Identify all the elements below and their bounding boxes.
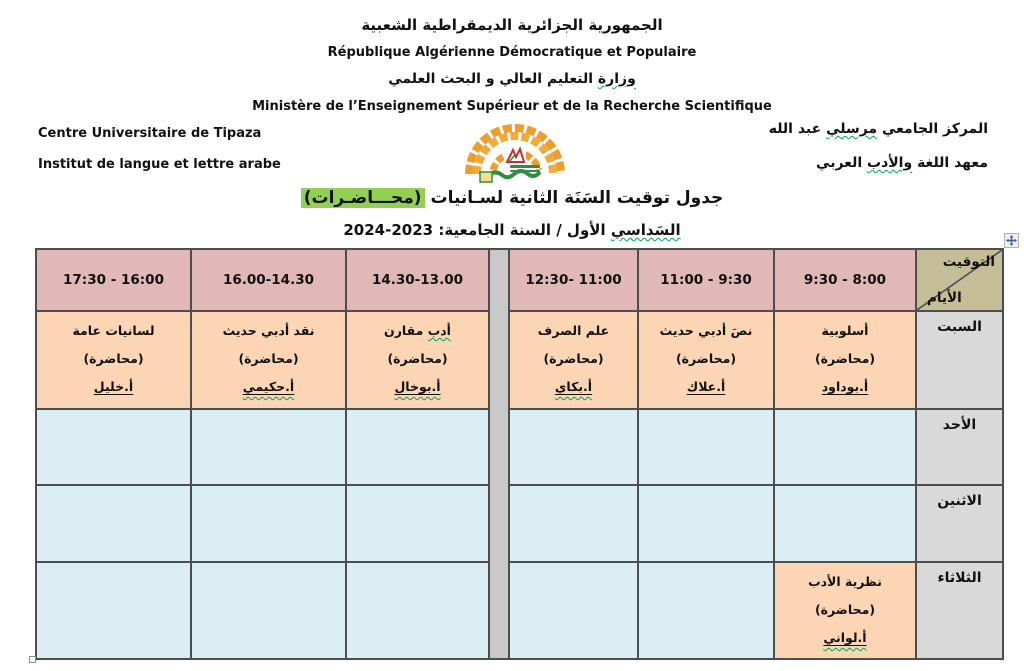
empty-cell[interactable] — [36, 562, 191, 659]
lecture-cell-tue-0800-0930[interactable]: نظرية الأدب (محاضرة) أ.لواني — [774, 562, 916, 659]
corner-cell[interactable] — [916, 249, 1003, 311]
empty-cell[interactable] — [638, 562, 774, 659]
empty-cell[interactable] — [346, 562, 489, 659]
empty-cell[interactable] — [509, 485, 638, 562]
title-highlight: (محـــاضـرات) — [301, 188, 425, 208]
lecture-cell-sat-0800-0930[interactable]: أسلوبية (محاضرة) أ.بوداود — [774, 311, 916, 409]
empty-cell[interactable] — [191, 485, 346, 562]
semester-word: السَداسي — [610, 221, 681, 239]
table-move-handle[interactable] — [1004, 233, 1019, 248]
lecture-cell-sat-1600-1730[interactable]: لسانيات عامة (محاضرة) أ.خليل — [36, 311, 191, 409]
logo-calligraphy — [480, 171, 540, 182]
logo-monument — [504, 148, 526, 164]
university-logo — [452, 124, 577, 186]
teacher-name: أ.بكاي — [554, 379, 593, 394]
empty-cell[interactable] — [36, 409, 191, 485]
institute-name-ar: معهد اللغة والأدب العربي — [816, 155, 988, 171]
teacher-name: أ.لواني — [823, 630, 867, 645]
empty-cell[interactable] — [191, 562, 346, 659]
time-slot-header[interactable]: 11:00 - 9:30 — [638, 249, 774, 311]
day-cell-tuesday[interactable]: الثلاثاء — [916, 562, 1003, 659]
teacher-name: أ.علاك — [686, 379, 726, 394]
empty-cell[interactable] — [638, 485, 774, 562]
lecture-cell-sat-1100-1230[interactable]: علم الصرف (محاضرة) أ.بكاي — [509, 311, 638, 409]
empty-cell[interactable] — [346, 409, 489, 485]
lecture-cell-sat-1430-1600[interactable]: نقد أدبي حديث (محاضرة) أ.حكيمي — [191, 311, 346, 409]
day-cell-saturday[interactable]: السبت — [916, 311, 1003, 409]
ministry-rest: التعليم العالي و البحث العلمي — [388, 71, 594, 87]
timetable-title — [0, 188, 1024, 208]
empty-cell[interactable] — [36, 485, 191, 562]
teacher-name: أ.خليل — [93, 379, 134, 394]
move-arrows-icon — [1006, 235, 1017, 246]
center-universitaire-line: Centre Universitaire de Tipaza — [38, 126, 262, 141]
republic-name-fr: République Algérienne Démocratique et Populaire — [327, 45, 697, 60]
center-name-ar: المركز الجامعي مرسلي عبد الله — [768, 121, 988, 137]
corner-label-time: التوقيت — [942, 254, 995, 270]
republic-name-ar: الجمهورية الجزائرية الديمقراطية الشعبية — [361, 16, 663, 34]
table-resize-handle[interactable] — [29, 656, 36, 663]
separator-column — [489, 249, 509, 659]
time-slot-header[interactable]: 17:30 - 16:00 — [36, 249, 191, 311]
ministry-name-fr: Ministère de l’Enseignement Supérieur et de la Recherche Scientifique — [252, 99, 772, 114]
empty-cell[interactable] — [509, 409, 638, 485]
time-slot-header[interactable]: 16.00-14.30 — [191, 249, 346, 311]
day-cell-sunday[interactable]: الأحد — [916, 409, 1003, 485]
ministry-name-ar — [0, 71, 1024, 87]
teacher-name: أ.حكيمي — [242, 379, 295, 394]
lecture-cell-sat-0930-1100[interactable]: نصَ أدبي حديث (محاضرة) أ.علاك — [638, 311, 774, 409]
time-slot-header[interactable]: 12:30- 11:00 — [509, 249, 638, 311]
empty-cell[interactable] — [509, 562, 638, 659]
corner-label-days: الأيام — [927, 290, 962, 306]
title-text: جدول توقيت السَنَة الثانية لسـانيات — [430, 188, 724, 208]
empty-cell[interactable] — [346, 485, 489, 562]
institut-langue-line: Institut de langue et lettre arabe — [38, 157, 281, 172]
lecture-cell-sat-1300-1430[interactable]: أدب مقارن (محاضرة) أ.بوخال — [346, 311, 489, 409]
teacher-name: أ.بوداود — [821, 379, 869, 394]
day-cell-monday[interactable]: الاثنين — [916, 485, 1003, 562]
empty-cell[interactable] — [191, 409, 346, 485]
semester-subtitle: السَداسي الأول / السنة الجامعية: 2024-2023 — [343, 221, 681, 239]
time-slot-header[interactable]: 14.30-13.00 — [346, 249, 489, 311]
time-slot-header[interactable]: 9:30 - 8:00 — [774, 249, 916, 311]
empty-cell[interactable] — [774, 409, 916, 485]
empty-cell[interactable] — [774, 485, 916, 562]
teacher-name: أ.بوخال — [394, 379, 441, 394]
timetable — [35, 248, 1004, 660]
empty-cell[interactable] — [638, 409, 774, 485]
academic-year: 2024-2023 — [343, 221, 434, 239]
ministry-word-squiggled: وزارة — [597, 71, 636, 87]
